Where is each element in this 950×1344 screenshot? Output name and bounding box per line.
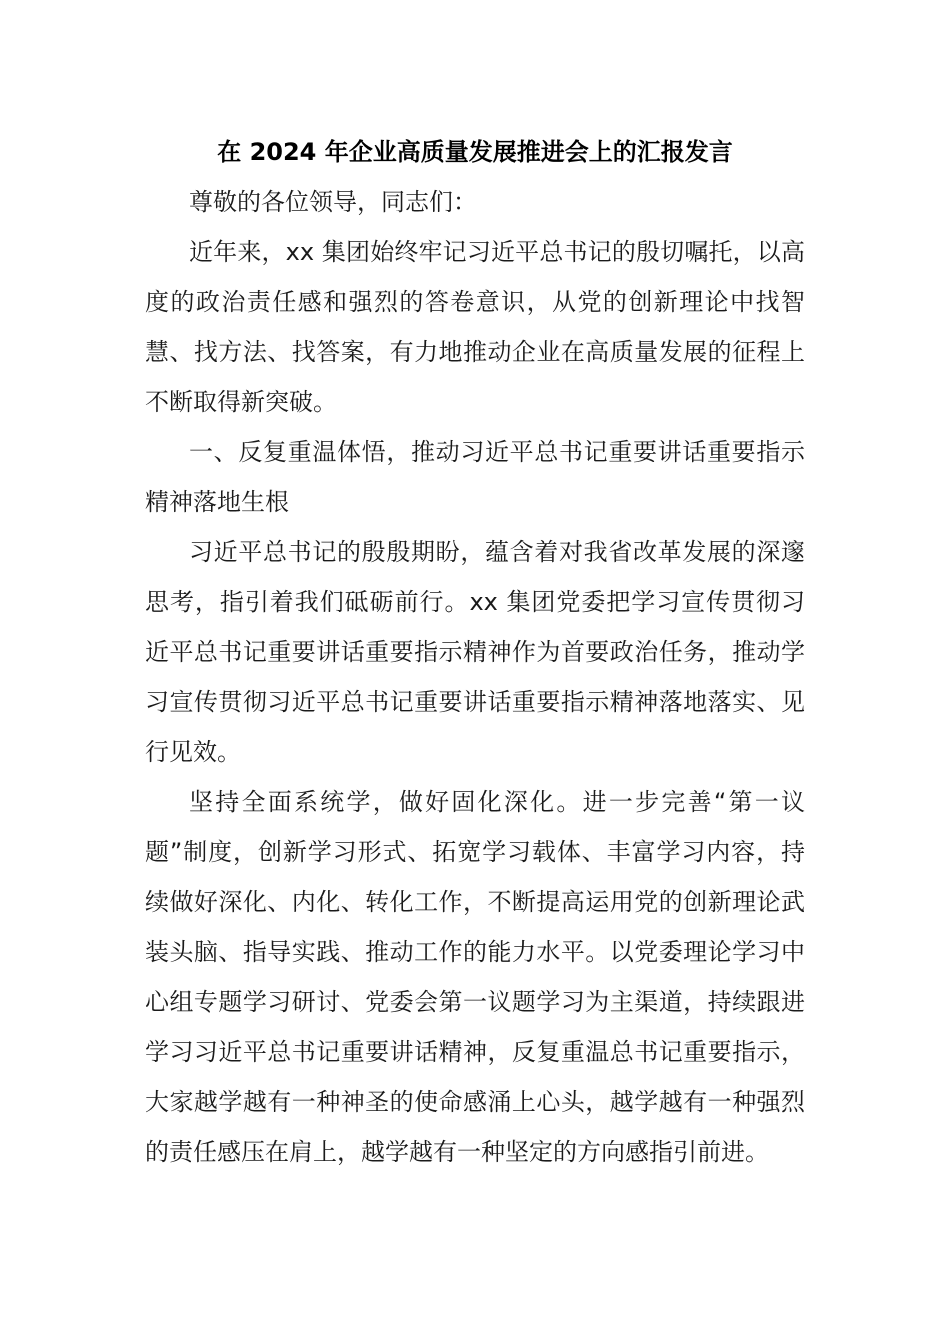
section-heading: 一、反复重温体悟，推动习近平总书记重要讲话重要指示精神落地生根 [145, 438, 805, 516]
document-body [145, 177, 805, 1177]
salutation-paragraph: 尊敬的各位领导，同志们： [189, 188, 477, 216]
document-title: 在 2024 年企业高质量发展推进会上的汇报发言 [217, 138, 733, 166]
body-paragraph: 坚持全面系统学，做好固化深化。进一步完善“第一议题”制度，创新学习形式、拓宽学习载体、丰富学习内容，持续做好深化、内化、转化工作，不断提高运用党的创新理论武装头脑、指导实践、推动工作的能力水平。以党委理论学习中心组专题学习研讨、党委会第一议题学习为主渠道，持续跟进学习习近平总书记重要讲话精神，反复重温总书记重要指示，大家越学越有一种神圣的使命感涌上心头，越学越有一种强烈的责任感压在肩上，越学越有一种坚定的方向感指引前进。 [145, 788, 805, 1166]
body-paragraph: 习近平总书记的殷殷期盼，蕴含着对我省改革发展的深邃思考，指引着我们砥砺前行。xx 集团党委把学习宣传贯彻习近平总书记重要讲话重要指示精神作为首要政治任务，推动学习宣传贯彻习近平总书记重要讲话重要指示精神落地落实、见行见效。 [145, 538, 805, 766]
intro-paragraph: 近年来，xx 集团始终牢记习近平总书记的殷切嘱托，以高度的政治责任感和强烈的答卷意识，从党的创新理论中找智慧、找方法、找答案，有力地推动企业在高质量发展的征程上不断取得新突破。 [145, 238, 805, 416]
